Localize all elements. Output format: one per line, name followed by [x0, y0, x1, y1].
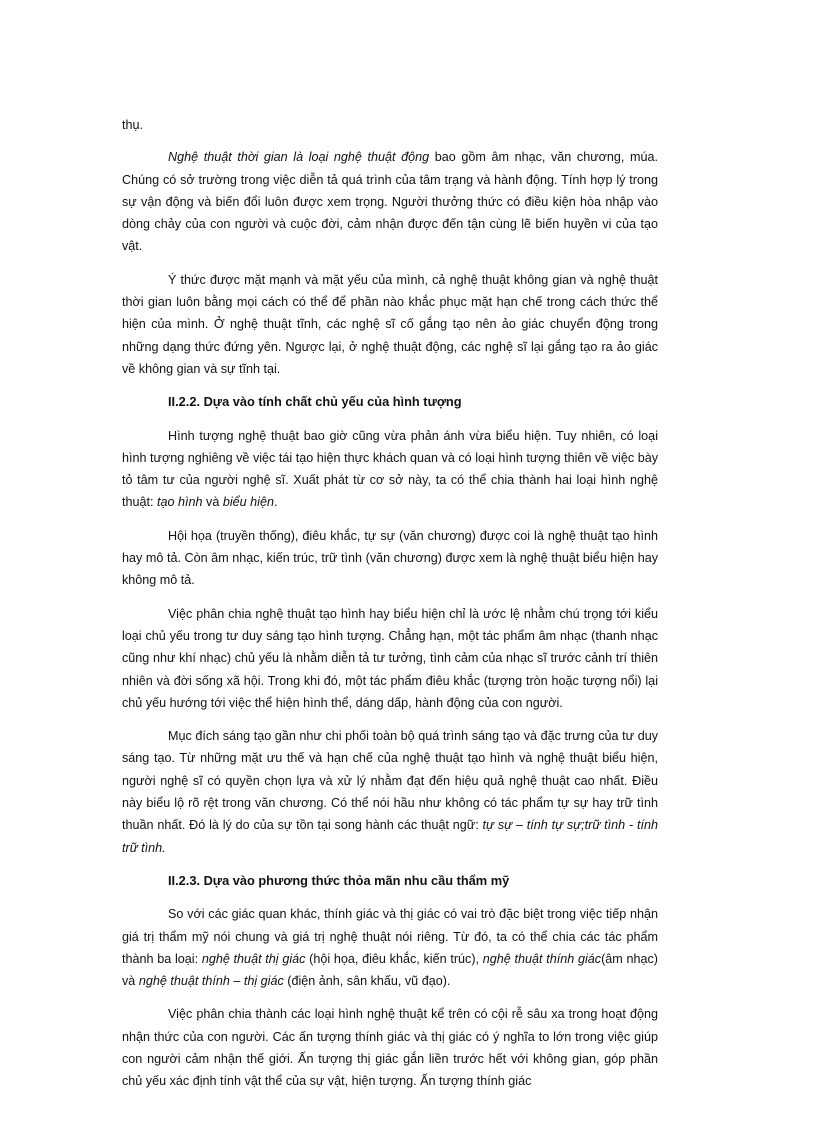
paragraph-text: và	[202, 495, 223, 510]
emphasis-terms: tự sự – tính tự sự;trữ tình - tính trữ tình.	[122, 818, 658, 855]
section-heading-2-3: II.2.3. Dựa vào phương thức thỏa mãn nhu cầu thẩm mỹ	[168, 872, 510, 888]
emphasis-expressive: biểu hiện	[222, 495, 274, 510]
paragraph-text: .	[273, 495, 278, 510]
paragraph-text: (âm nhạc) và	[122, 951, 658, 989]
paragraph-continuation: thụ.	[122, 118, 144, 132]
paragraph-text: (hội họa, điêu khắc, kiến trúc),	[305, 951, 483, 966]
paragraph-awareness: Ý thức được mặt mạnh và mặt yếu của mình, cả nghệ thuật không gian và nghệ thuật thời gian luôn bằng mọi cách có thể để phần nào khắc phục mặt hạn chế trong cách thức thể hiện của mình. Ở nghệ thuật tĩnh, các nghệ sĩ cố gắng tạo nên ảo giác chuyển động trong những dạng thức đứng yên. Ngược lại, ở nghệ thuật động, các nghệ sĩ lại gắng tạo ra ảo giác về không gian và sự tĩnh tại.	[122, 272, 658, 376]
paragraph-roots: Việc phân chia thành các loại hình nghệ thuật kể trên có cội rễ sâu xa trong hoạt động nhận thức của con người. Các ấn tượng thính giác và thị giác có ý nghĩa to lớn trong việc giúp con người cảm nhận thế giới. Ấn tượng thị giác gắn liền trước hết với không gian, góp phần chủ yếu xác định tính vật thể của sự vật, hiện tượng. Ấn tượng thính giác	[122, 1007, 658, 1089]
emphasis-audiovisual-art: nghệ thuật thính – thị giác	[138, 974, 284, 989]
emphasis-auditory-art: nghệ thuật thính giác	[482, 951, 602, 966]
paragraph-text: Hình tượng nghệ thuật bao giờ cũng vừa phản ánh vừa biểu hiện. Tuy nhiên, có loại hình tượng nghiêng về việc tái tạo hiện thực khách quan và có loại hình tượng thiên về việc bày tỏ tâm tư của người nghệ sĩ. Xuất phát từ cơ sở này, ta có thể chia thành hai loại hình nghệ thuật:	[122, 428, 658, 510]
emphasis-time-art: Nghệ thuật thời gian là loại nghệ thuật động	[168, 150, 430, 165]
paragraph-text: Mục đích sáng tạo gần như chi phối toàn bộ quá trình sáng tạo và đặc trưng của tư duy sáng tạo. Từ những mặt ưu thế và hạn chế của nghệ thuật tạo hình và nghệ thuật biểu hiện, người nghệ sĩ có quyền chọn lựa và xử lý nhằm đạt đến hiệu quả nghệ thuật cao nhất. Điều này biểu lộ rõ rệt trong văn chương. Có thể nói hầu như không có tác phẩm tự sự hay trữ tình thuần nhất. Đó là lý do của sự tồn tại song hành các thuật ngữ:	[122, 729, 658, 833]
paragraph-text: bao gồm âm nhạc, văn chương, múa. Chúng có sở trường trong việc diễn tả quá trình của tâm trạng và hành động. Tính hợp lý trong sự vận động và biến đổi luôn được xem trọng. Người thưởng thức có điều kiện hòa nhập vào dòng chảy của con người và cuộc đời, cảm nhận được đến tận cùng lẽ biến huyền vi của tạo vật.	[122, 150, 658, 254]
section-heading-2-2: II.2.2. Dựa vào tính chất chủ yếu của hình tượng	[168, 394, 462, 410]
document-page	[122, 114, 658, 1104]
paragraph-image-nature	[122, 425, 658, 514]
paragraph-time-art	[122, 146, 658, 257]
paragraph-painting: Hội họa (truyền thống), điêu khắc, tự sự (văn chương) được coi là nghệ thuật tạo hình hay mô tả. Còn âm nhạc, kiến trúc, trữ tình (văn chương) được xem là nghệ thuật biểu hiện hay không mô tả.	[122, 528, 658, 588]
paragraph-purpose	[122, 725, 658, 859]
paragraph-division: Việc phân chia nghệ thuật tạo hình hay biểu hiện chỉ là ước lệ nhằm chú trọng tới kiểu loại chủ yếu trong tư duy sáng tạo hình tượng. Chẳng hạn, một tác phẩm âm nhạc (thanh nhạc cũng như khí nhạc) chủ yếu là nhằm diễn tả tư tưởng, tình cảm của nhạc sĩ trước cảnh trí thiên nhiên và đời sống xã hội. Trong khi đó, một tác phẩm điêu khắc (tượng tròn hoặc tượng nổi) lại chủ yếu hướng tới việc thể hiện hình thể, dáng dấp, hành động của con người.	[122, 606, 658, 710]
paragraph-text: So với các giác quan khác, thính giác và thị giác có vai trò đặc biệt trong việc tiếp nhận giá trị thẩm mỹ nói chung và giá trị nghệ thuật nói riêng. Từ đó, ta có thể chia các tác phẩm thành ba loại:	[122, 907, 658, 966]
paragraph-text: (điện ảnh, sân khấu, vũ đạo).	[283, 974, 451, 989]
emphasis-figurative: tạo hình	[157, 495, 203, 510]
emphasis-visual-art: nghệ thuật thị giác	[201, 951, 306, 966]
paragraph-senses	[122, 903, 658, 992]
